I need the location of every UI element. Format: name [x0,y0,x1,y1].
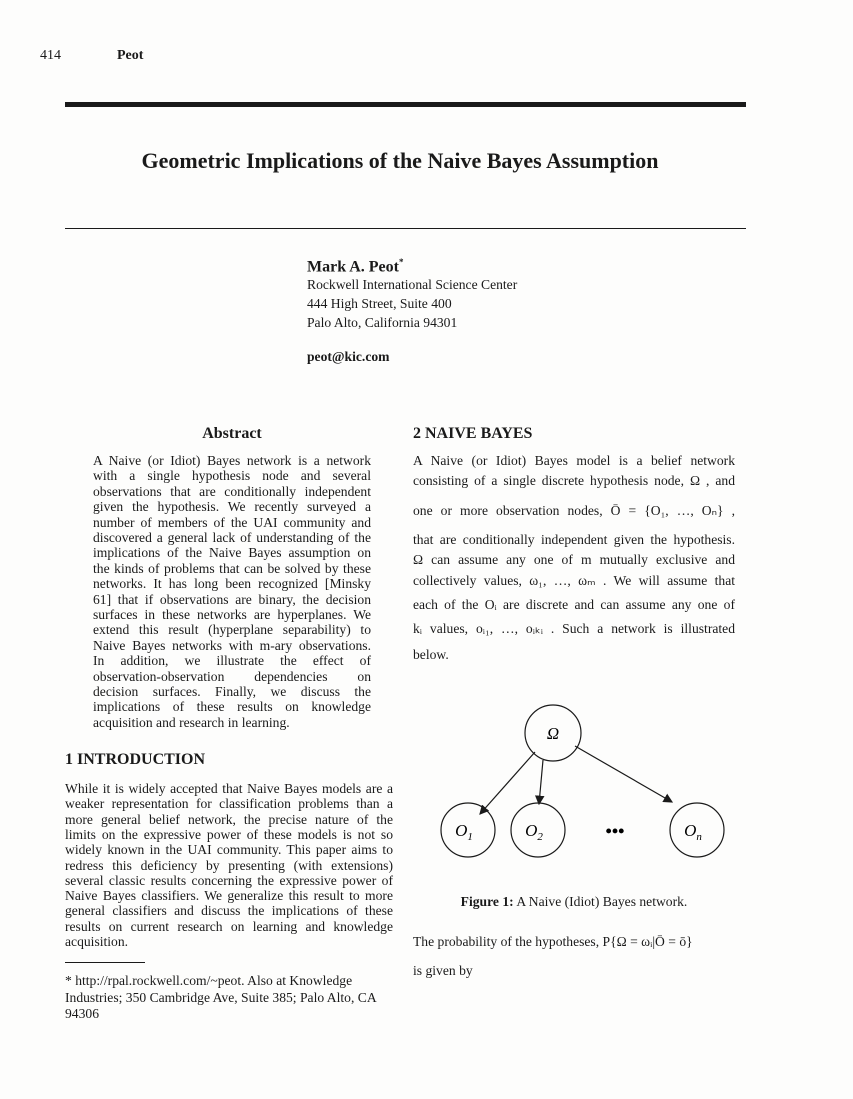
footnote-line: Industries; 350 Cambridge Ave, Suite 385; Palo Alto, CA [65,989,377,1005]
abstract-line: given the hypothesis. We recently surveyed a [93,499,371,515]
edge-omega-on [575,746,672,802]
author-name: Mark A. Peot* [307,257,404,276]
abstract-line: decision surfaces. Finally, we discuss the [93,684,371,699]
abstract-line: 61] that if observations are binary, the decision [93,591,371,607]
intro-heading: 1 INTRODUCTION [65,751,206,768]
node-o2-sub: 2 [537,831,543,843]
footnote-line: 94306 [65,1006,99,1021]
intro-line: several classic results concerning the expressive power of [65,872,393,888]
intro-line: Naive Bayes classifiers. We generalize this result to more [65,888,393,904]
footnote-rule [65,962,145,963]
abstract-line: discovered a general lack of understanding of the [93,530,371,545]
affiliation-2: 444 High Street, Suite 400 [307,296,452,311]
abstract-line: acquisition and research in learning. [93,714,290,730]
node-on-sub: n [696,831,702,843]
author-email: peot@kic.com [307,349,390,364]
naive-bayes-line: below. [413,647,449,662]
ellipsis-dots: ••• [605,821,625,841]
node-omega-label: Ω [546,724,560,743]
intro-line: general classifiers and discuss the implications of these [65,903,393,919]
node-on-label: O [684,821,697,840]
naive-bayes-line: one or more observation nodes, Ō = {O₁, …, Oₙ} , [413,503,735,518]
node-o2-label: O [525,821,538,840]
svg-text:O2 [525,821,543,843]
naive-bayes-line: consisting of a single discrete hypothesis node, Ω , and [413,473,735,488]
intro-line: acquisition. [65,934,129,949]
figure-caption: Figure 1: A Naive (Idiot) Bayes network. [460,894,688,909]
edge-omega-o2 [539,760,543,804]
affiliation-1: Rockwell International Science Center [307,277,518,292]
abstract-line: number of members of the UAI community and [93,514,371,530]
page-number: 414 [40,48,61,63]
naive-bayes-heading: 2 NAIVE BAYES [413,425,533,442]
abstract-line: networks. It has long been recognized [Minsky [93,576,371,592]
abstract-line: extend this result (hyperplane separability) to [93,622,371,638]
node-o1-sub: 1 [467,831,473,843]
naive-bayes-line: that are conditionally independent given the hypothesis. [413,532,735,547]
node-on [670,803,724,857]
intro-line: limits on the expressive power of these models is not so [65,826,393,842]
abstract-line: A Naive (or Idiot) Bayes network is a network [93,453,371,468]
title-rule [65,228,746,229]
abstract-line: In addition, we illustrate the effect of [93,653,371,669]
abstract-heading: Abstract [202,425,262,442]
svg-text:O1 [455,821,473,843]
affiliation-3: Palo Alto, California 94301 [307,315,458,330]
abstract-line: observation-observation dependencies on [93,668,371,684]
node-o1 [441,803,495,857]
probability-sentence: The probability of the hypotheses, P{Ω = ωᵢ|Ō = ō} [413,934,693,949]
given-by-line: is given by [413,963,473,978]
intro-line: more general belief network, the precise nature of the [65,811,393,827]
naive-bayes-line: A Naive (or Idiot) Bayes model is a belief network [413,453,735,468]
intro-line: weaker representation for classification problems than a [65,796,393,812]
node-o2 [511,803,565,857]
abstract-line: with a single hypothesis node and several [93,468,371,484]
abstract-line: implications of the Naive Bayes assumption on [93,545,371,561]
footnote-line: * http://rpal.rockwell.com/~peot. Also at Knowledge [65,973,353,988]
intro-line: widely known in the UAI community. This paper aims to [65,842,393,858]
running-head: Peot [117,48,144,63]
abstract-line: observations that are conditionally independent [93,483,371,499]
abstract-line: the kinds of problems that can be solved by these [93,560,371,576]
intro-line: results on current research on learning and knowledge [65,918,393,934]
abstract-line: surfaces in these networks are hyperplanes. We [93,607,371,622]
intro-line: redress this deficiency by presenting (with extensions) [65,857,393,873]
abstract-line: Naive Bayes networks with m-ary observations. [93,637,371,653]
figure-naive-bayes-network [420,690,750,870]
intro-line: While it is widely accepted that Naive Bayes models are a [65,781,393,796]
svg-text:On [684,821,702,843]
naive-bayes-line: Ω can assume any one of m mutually exclusive and [413,552,735,567]
header-rule [65,102,746,107]
naive-bayes-line: each of the Oᵢ are discrete and can assume any one of [413,597,735,612]
naive-bayes-line: kᵢ values, oᵢ₁, …, oᵢₖᵢ . Such a network is illustrated [413,621,735,636]
node-o1-label: O [455,821,468,840]
paper-title: Geometric Implications of the Naive Bayes Assumption [141,148,659,173]
naive-bayes-line: collectively values, ω₁, …, ωₘ . We will assume that [413,573,735,588]
abstract-line: implications of these results on knowledge [93,699,371,715]
edge-omega-o1 [480,752,535,814]
